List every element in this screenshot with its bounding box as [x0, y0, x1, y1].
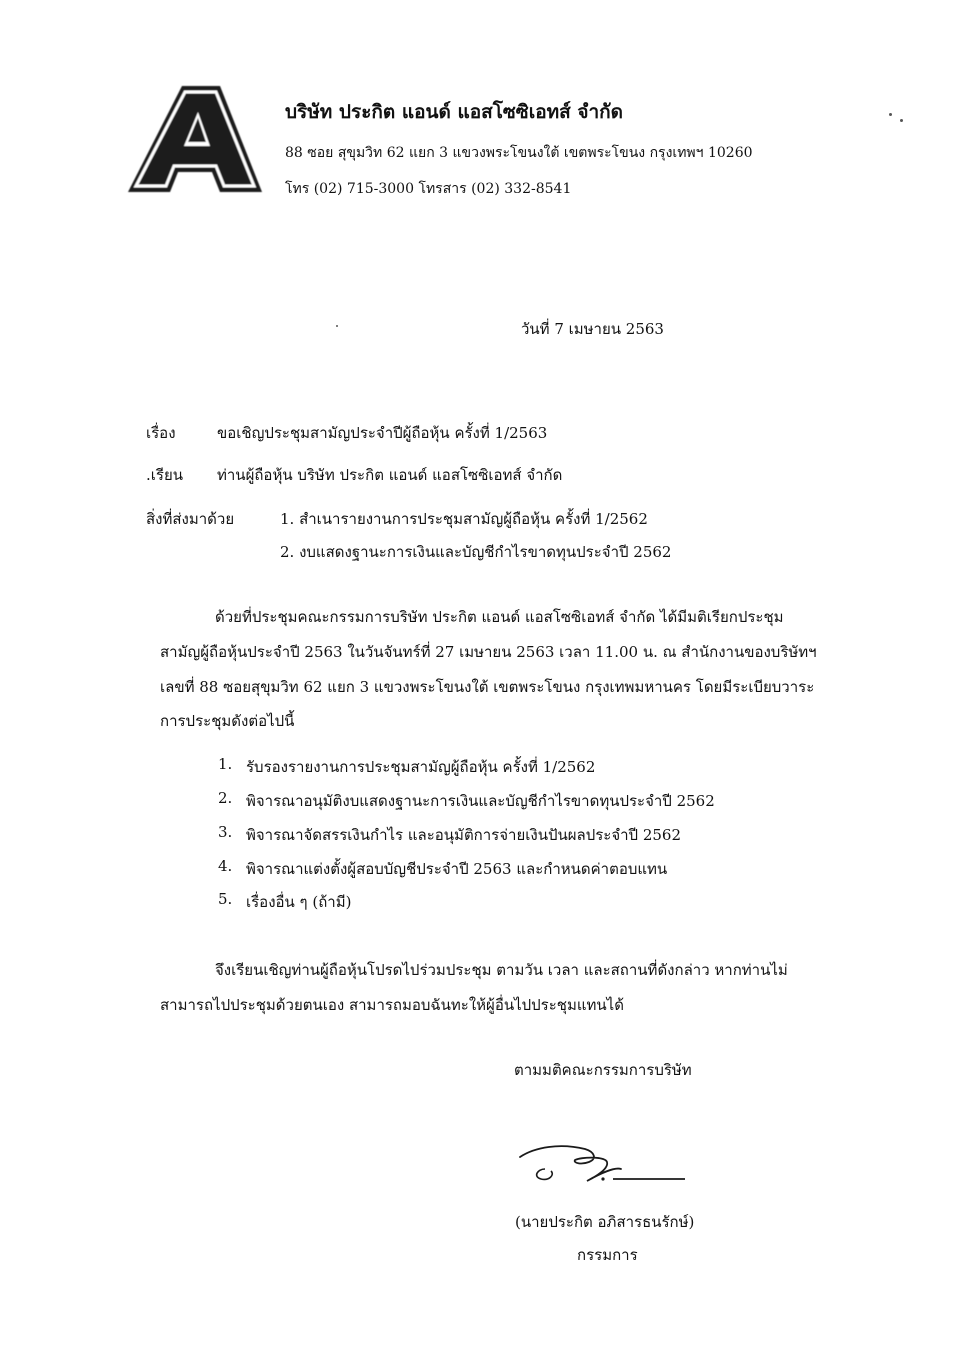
- letter-date: วันที่ 7 เมษายน 2563: [521, 320, 664, 338]
- body-paragraph-line: เลขที่ 88 ซอยสุขุมวิท 62 แยก 3 แขวงพระโขนงใต้ เขตพระโขนง กรุงเทพมหานคร โดยมีระเบียบวาระ: [160, 678, 815, 696]
- signer-name: (นายประกิต อภิสารธนรักษ์): [515, 1213, 695, 1231]
- scan-speck: [336, 325, 338, 327]
- body-paragraph-line: สามัญผู้ถือหุ้นประจำปี 2563 ในวันจันทร์ที่ 27 เมษายน 2563 เวลา 11.00 น. ณ สำนักงานของบริษัทฯ: [160, 643, 817, 661]
- agenda-number: 2.: [218, 789, 233, 807]
- enclosure-item: 2. งบแสดงฐานะการเงินและบัญชีกำไรขาดทุนประจำปี 2562: [280, 543, 672, 561]
- body-paragraph-line: การประชุมดังต่อไปนี้: [160, 712, 295, 730]
- company-name: บริษัท ประกิต แอนด์ แอสโซซิเอทส์ จำกัด: [285, 101, 623, 123]
- subject-text: ขอเชิญประชุมสามัญประจำปีผู้ถือหุ้น ครั้งที่ 1/2563: [217, 424, 548, 442]
- closing-resolution: ตามมติคณะกรรมการบริษัท: [514, 1061, 692, 1079]
- scan-speck: [900, 119, 903, 122]
- agenda-item: พิจารณาจัดสรรเงินกำไร และอนุมัติการจ่ายเงินปันผลประจำปี 2562: [246, 826, 682, 844]
- company-phone-fax: โทร (02) 715-3000 โทรสาร (02) 332-8541: [285, 181, 572, 197]
- signer-title: กรรมการ: [577, 1246, 638, 1264]
- agenda-number: 5.: [218, 890, 233, 908]
- agenda-item: พิจารณาอนุมัติงบแสดงฐานะการเงินและบัญชีกำไรขาดทุนประจำปี 2562: [246, 792, 715, 810]
- recipient-label: .เรียน: [146, 466, 183, 484]
- body-paragraph-line: ด้วยที่ประชุมคณะกรรมการบริษัท ประกิต แอนด์ แอสโซซิเอทส์ จำกัด ได้มีมติเรียกประชุม: [215, 608, 784, 626]
- agenda-number: 4.: [218, 857, 233, 875]
- agenda-item: รับรองรายงานการประชุมสามัญผู้ถือหุ้น ครั้งที่ 1/2562: [246, 758, 596, 776]
- agenda-item: เรื่องอื่น ๆ (ถ้ามี): [246, 893, 352, 911]
- body-paragraph-line: จึงเรียนเชิญท่านผู้ถือหุ้นโปรดไปร่วมประชุม ตามวัน เวลา และสถานที่ดังกล่าว หากท่านไม่: [215, 961, 788, 979]
- agenda-number: 1.: [218, 755, 233, 773]
- company-address: 88 ซอย สุขุมวิท 62 แยก 3 แขวงพระโขนงใต้ เขตพระโขนง กรุงเทพฯ 10260: [285, 145, 753, 161]
- enclosure-item: 1. สำเนารายงานการประชุมสามัญผู้ถือหุ้น ครั้งที่ 1/2562: [280, 510, 648, 528]
- body-paragraph-line: สามารถไปประชุมด้วยตนเอง สามารถมอบฉันทะให้ผู้อื่นไปประชุมแทนได้: [160, 996, 624, 1014]
- agenda-number: 3.: [218, 823, 233, 841]
- scan-speck: [889, 113, 892, 116]
- recipient-text: ท่านผู้ถือหุ้น บริษัท ประกิต แอนด์ แอสโซซิเอทส์ จำกัด: [217, 466, 563, 484]
- company-logo: [120, 80, 270, 202]
- subject-label: เรื่อง: [146, 424, 176, 442]
- agenda-item: พิจารณาแต่งตั้งผู้สอบบัญชีประจำปี 2563 และกำหนดค่าตอบแทน: [246, 860, 668, 878]
- enclosures-label: สิ่งที่ส่งมาด้วย: [146, 510, 235, 528]
- signature: [515, 1133, 695, 1193]
